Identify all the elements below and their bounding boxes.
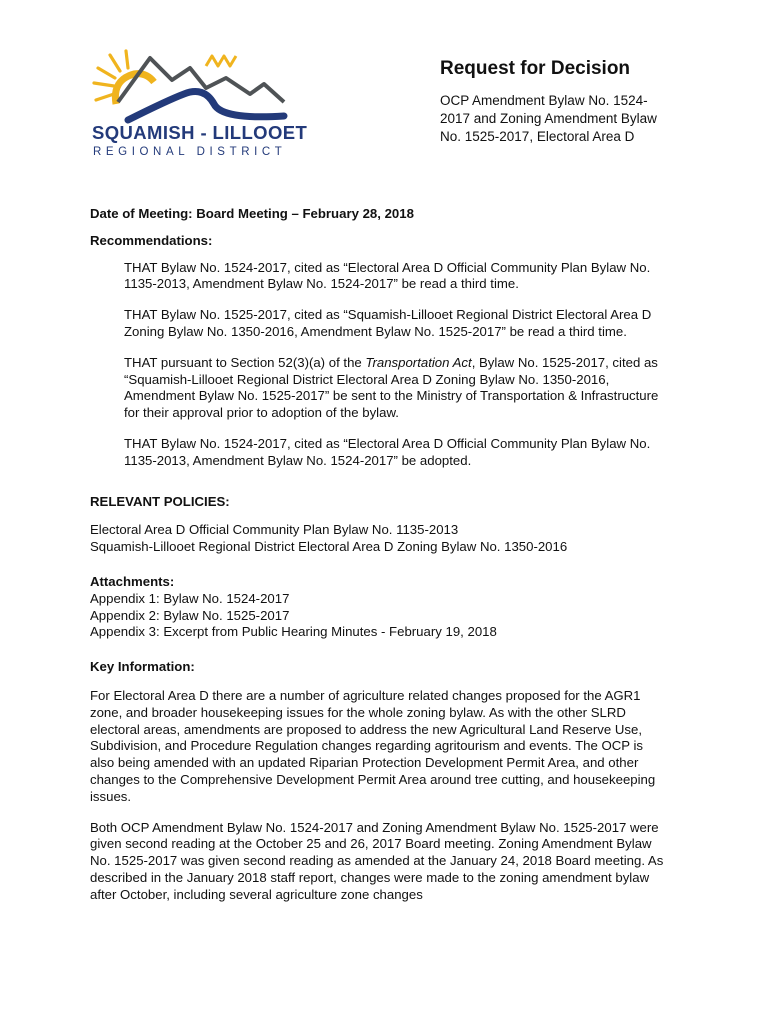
- recommendations-heading: Recommendations:: [90, 232, 213, 248]
- page-title: Request for Decision: [440, 58, 631, 79]
- logo-wordmark: SQUAMISH - LILLOOET: [92, 122, 308, 143]
- recommendation-text: , Bylaw No. 1525-2017, cited as “Squamish-Lillooet Regional District Electoral Area D Zoning Bylaw No. 1350-2016, Amendment Bylaw No. 1525-2017” be sent to the Ministry of Transportation & Infrastructure for their approval prior to adoption of the bylaw.: [124, 354, 659, 421]
- subtitle-line: No. 1525-2017, Electoral Area D: [440, 129, 635, 144]
- recommendation-item: THAT Bylaw No. 1525-2017, cited as “Squamish-Lillooet Regional District Electoral Area D Zoning Bylaw No. 1350-2016, Amendment Bylaw No. 1525-2017” be read a third time.: [124, 307, 652, 339]
- subtitle-line: 2017 and Zoning Amendment Bylaw: [440, 111, 657, 126]
- policy-item: Electoral Area D Official Community Plan Bylaw No. 1135-2013: [90, 522, 459, 538]
- key-information-heading: Key Information:: [90, 659, 195, 675]
- relevant-policies-heading: RELEVANT POLICIES:: [90, 493, 230, 509]
- policy-item: Squamish-Lillooet Regional District Electoral Area D Zoning Bylaw No. 1350-2016: [90, 539, 568, 555]
- recommendations-list: [124, 260, 670, 470]
- attachment-item: Appendix 1: Bylaw No. 1524-2017: [90, 590, 290, 606]
- recommendation-text: THAT pursuant to Section 52(3)(a) of the: [124, 354, 366, 370]
- recommendation-item: [124, 355, 670, 422]
- subtitle-line: OCP Amendment Bylaw No. 1524-: [440, 93, 648, 108]
- key-information-paragraph: Both OCP Amendment Bylaw No. 1524-2017 and Zoning Amendment Bylaw No. 1525-2017 were given second reading at the October 25 and 26, 2017 Board meeting. Zoning Amendment Bylaw No. 1525-2017 was given second reading as amended at the January 24, 2018 Board meeting. As described in the January 2018 staff report, changes were made to the zoning amendment bylaw after October, including several agriculture zone changes: [90, 819, 664, 902]
- page-subtitle: [440, 92, 720, 146]
- slrd-logo: [88, 40, 308, 165]
- attachment-item: Appendix 2: Bylaw No. 1525-2017: [90, 607, 290, 623]
- meeting-date: Date of Meeting: Board Meeting – February 28, 2018: [90, 206, 414, 221]
- logo-subtitle: REGIONAL DISTRICT: [93, 146, 287, 158]
- attachments-heading: Attachments:: [90, 573, 175, 589]
- act-name: Transportation Act: [365, 354, 472, 370]
- attachment-item: Appendix 3: Excerpt from Public Hearing Minutes - February 19, 2018: [90, 624, 497, 640]
- document-header: [440, 58, 720, 146]
- key-information-paragraph: For Electoral Area D there are a number of agriculture related changes proposed for the AGR1 zone, and broader housekeeping issues for the whole zoning bylaw. As with the other SLRD electoral areas, amendments are proposed to address the new Agricultural Land Reserve Use, Subdivision, and Procedure Regulation changes regarding agritourism and events. The OCP is also being amended with an updated Riparian Protection Development Permit Area, and other changes to the Comprehensive Development Permit Area around tree cutting, and housekeeping issues.: [90, 687, 656, 804]
- recommendation-item: THAT Bylaw No. 1524-2017, cited as “Electoral Area D Official Community Plan Bylaw No. 1135-2013, Amendment Bylaw No. 1524-2017” be adopted.: [124, 435, 651, 468]
- recommendation-item: THAT Bylaw No. 1524-2017, cited as “Electoral Area D Official Community Plan Bylaw No. 1135-2013, Amendment Bylaw No. 1524-2017” be read a third time.: [124, 259, 651, 292]
- mountain-sun-icon: [88, 40, 298, 125]
- document-body: [90, 206, 670, 918]
